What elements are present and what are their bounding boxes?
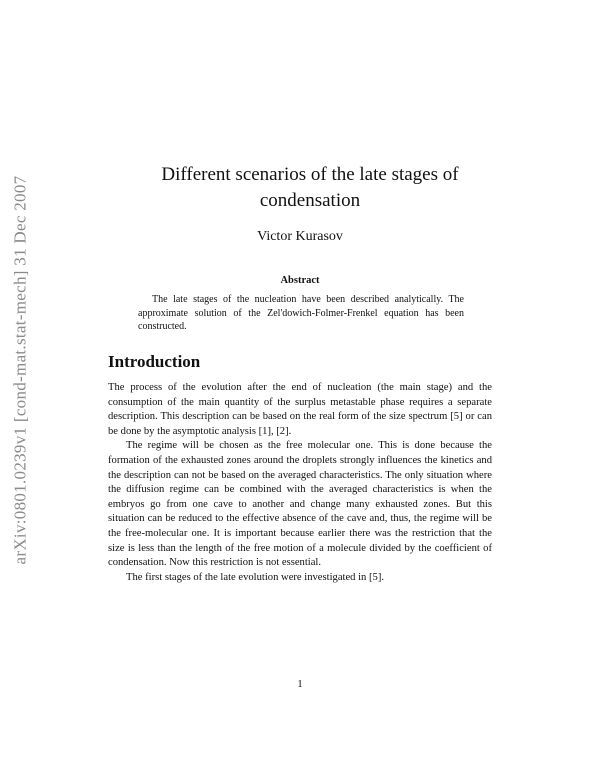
page-number: 1 bbox=[297, 678, 303, 690]
arxiv-identifier-margin bbox=[6, 140, 34, 600]
abstract-heading: Abstract bbox=[280, 275, 320, 286]
paragraph: The regime will be chosen as the free molecular one. This is done because the formation of the exhausted zones around the droplets strongly influences the kinetics and the description can not be based on the averaged characteristics. The only situation where the diffusion regime can be combined with the averaged characteristics is when the embryos go from one cave to another and change many exhausted zones. But this situation can be reduced to the effective absence of the cave and, thus, the regime will be the free-molecular one. It is important because earlier there was the restriction that the size is less than the length of the free motion of a molecule divided by the coefficient of condensation. Now this restriction is not essential. bbox=[108, 440, 492, 569]
paragraph: The process of the evolution after the end of nucleation (the main stage) and the consumption of the main quantity of the surplus metastable phase requires a separate description. This description can be based on the real form of the size spectrum [5] or can be done by the asymptotic analysis [1], [2]. bbox=[108, 382, 492, 437]
abstract-block bbox=[138, 293, 464, 334]
author-name: Victor Kurasov bbox=[257, 229, 343, 244]
section-heading-introduction: Introduction bbox=[108, 352, 201, 371]
paragraph: The first stages of the late evolution were investigated in [5]. bbox=[126, 571, 384, 583]
abstract-text: The late stages of the nucleation have been described analytically. The approximate solution of the Zel'dowich-Folmer-Frenkel equation has been constructed. bbox=[138, 294, 464, 332]
arxiv-identifier: arXiv:0801.0239v1 [cond-mat.stat-mech] 31 Dec 2007 bbox=[10, 175, 29, 565]
introduction-body bbox=[108, 381, 492, 585]
paper-title: Different scenarios of the late stages of condensation bbox=[161, 164, 459, 211]
